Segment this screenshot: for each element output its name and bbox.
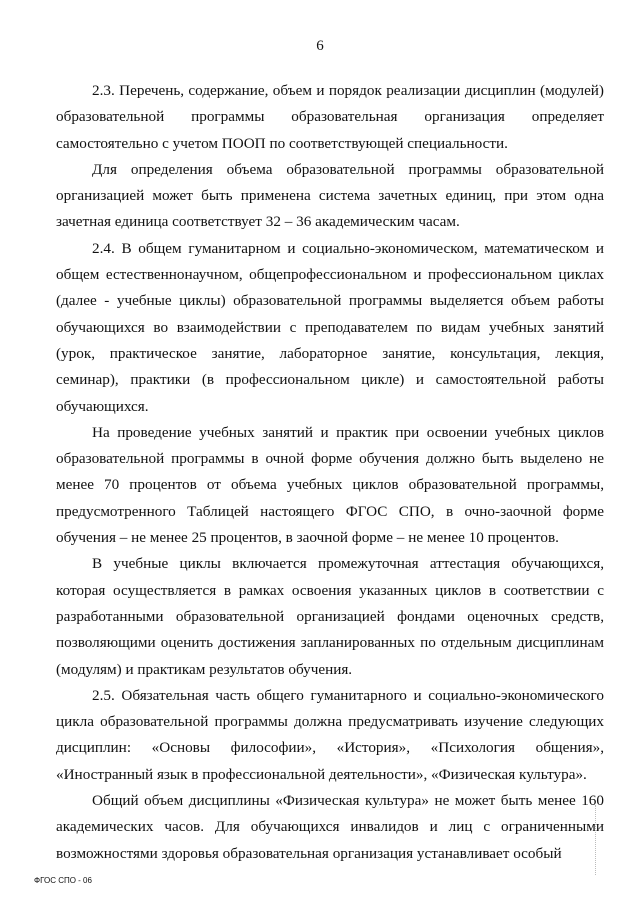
paragraph-physical-culture: Общий объем дисциплины «Физическая культура» не может быть менее 160 академических часов. Для обучающихся инвалидов и лиц с ограниченными возможностями здоровья образовательная организация устанавливает особый (56, 792, 604, 862)
document-body (56, 78, 604, 867)
page-number: 6 (316, 38, 324, 54)
paragraph-2-4: 2.4. В общем гуманитарном и социально-экономическом, математическом и общем естественнонаучном, общепрофессиональном и профессиональном циклах (далее - учебные циклы) образовательной программы выделяется объем работы обучающихся во взаимодействии с преподавателем по видам учебных занятий (урок, практическое занятие, лабораторное занятие, консультация, лекция, семинар), практики (в профессиональном цикле) и самостоятельной работы обучающихся. (56, 239, 604, 415)
paragraph-2-5: 2.5. Обязательная часть общего гуманитарного и социально-экономического цикла образовательной программы должна предусматривать изучение следующих дисциплин: «Основы философии», «История», «Психология общения», «Иностранный язык в профессиональной деятельности», «Физическая культура». (56, 686, 604, 783)
paragraph-study-hours: На проведение учебных занятий и практик при освоении учебных циклов образовательной программы в очной форме обучения должно быть выделено не менее 70 процентов от объема учебных циклов образовательной программы, предусмотренного Таблицей настоящего ФГОС СПО, в очно-заочной форме обучения – не менее 25 процентов, в заочной форме – не менее 10 процентов. (56, 423, 604, 547)
paragraph-attestation: В учебные циклы включается промежуточная аттестация обучающихся, которая осуществляется в рамках освоения указанных циклов в соответствии с разработанными образовательной организацией фондами оценочных средств, позволяющими оценить достижения запланированных по отдельным дисциплинам (модулям) и практикам результатов обучения. (56, 555, 604, 678)
scan-margin-mark (595, 805, 598, 875)
paragraph-2-3: 2.3. Перечень, содержание, объем и порядок реализации дисциплин (модулей) образовательной программы образовательная организация определяет самостоятельно с учетом ПООП по соответствующей специальности. (56, 82, 604, 152)
page-footer: ФГОС СПО - 06 (34, 876, 92, 885)
paragraph-credit-units: Для определения объема образовательной программы образовательной организацией может быть применена система зачетных единиц, при этом одна зачетная единица соответствует 32 – 36 академическим часам. (56, 160, 604, 231)
